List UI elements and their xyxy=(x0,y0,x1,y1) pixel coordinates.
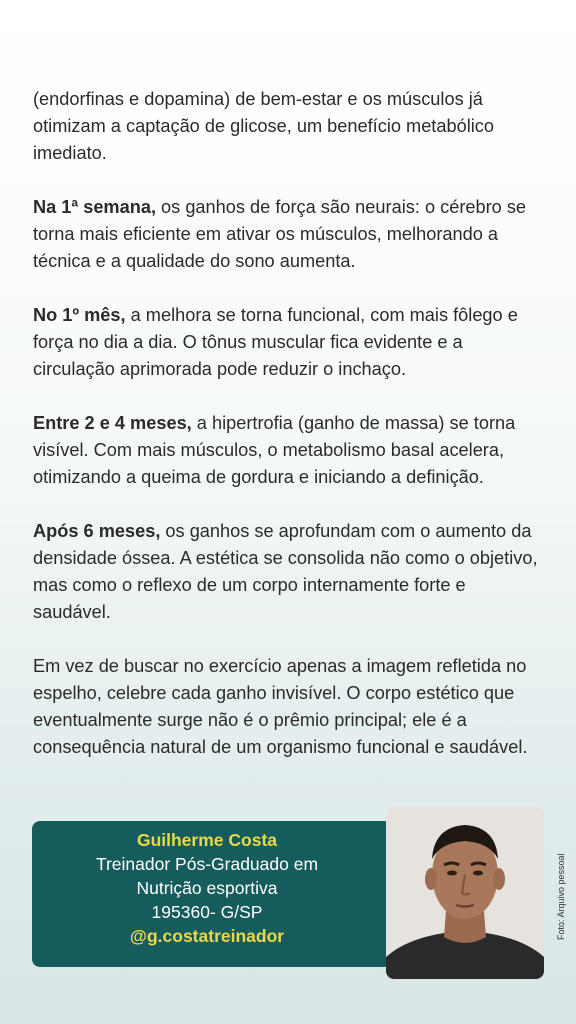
paragraph-conclusion: Em vez de buscar no exercício apenas a imagem refletida no espelho, celebre cada ganho invisível. O corpo estético que eventualmente surge não é o prêmio principal; ele é a consequência natural de um organismo funcional e saudável. xyxy=(33,656,528,757)
paragraph-intro: (endorfinas e dopamina) de bem-estar e os músculos já otimizam a captação de glicose, um benefício metabólico imediato. xyxy=(33,89,494,163)
author-handle[interactable]: @g.costatreinador xyxy=(129,926,285,946)
paragraph-lead: Na 1ª semana, xyxy=(33,197,156,217)
author-portrait-illustration xyxy=(386,807,544,979)
author-title-line2: Nutrição esportiva xyxy=(136,878,278,898)
author-card xyxy=(32,821,392,967)
paragraph-lead: Após 6 meses, xyxy=(33,521,161,541)
author-photo xyxy=(386,807,544,979)
paragraph-lead: No 1º mês, xyxy=(33,305,126,325)
article-body xyxy=(33,86,545,788)
author-title-line1: Treinador Pós-Graduado em xyxy=(95,854,319,874)
paragraph-lead: Entre 2 e 4 meses, xyxy=(33,413,192,433)
author-name: Guilherme Costa xyxy=(136,830,278,850)
author-registry: 195360- G/SP xyxy=(151,902,263,922)
photo-credit: Foto: Arquivo pessoal xyxy=(556,853,566,940)
paragraph-after-6-months: Após 6 meses, os ganhos se aprofundam com o aumento da densidade óssea. A estética se consolida não como o objetivo, mas como o reflexo de um corpo internamente forte e saudável. xyxy=(33,521,538,622)
paragraph-week-1: Na 1ª semana, os ganhos de força são neurais: o cérebro se torna mais eficiente em ativar os músculos, melhorando a técnica e a qualidade do sono aumenta. xyxy=(33,197,527,271)
paragraph-month-1: No 1º mês, a melhora se torna funcional, com mais fôlego e força no dia a dia. O tônus muscular fica evidente e a circulação aprimorada pode reduzir o inchaço. xyxy=(33,305,518,379)
paragraph-months-2-4: Entre 2 e 4 meses, a hipertrofia (ganho de massa) se torna visível. Com mais músculos, o metabolismo basal acelera, otimizando a queima de gordura e iniciando a definição. xyxy=(33,413,516,487)
